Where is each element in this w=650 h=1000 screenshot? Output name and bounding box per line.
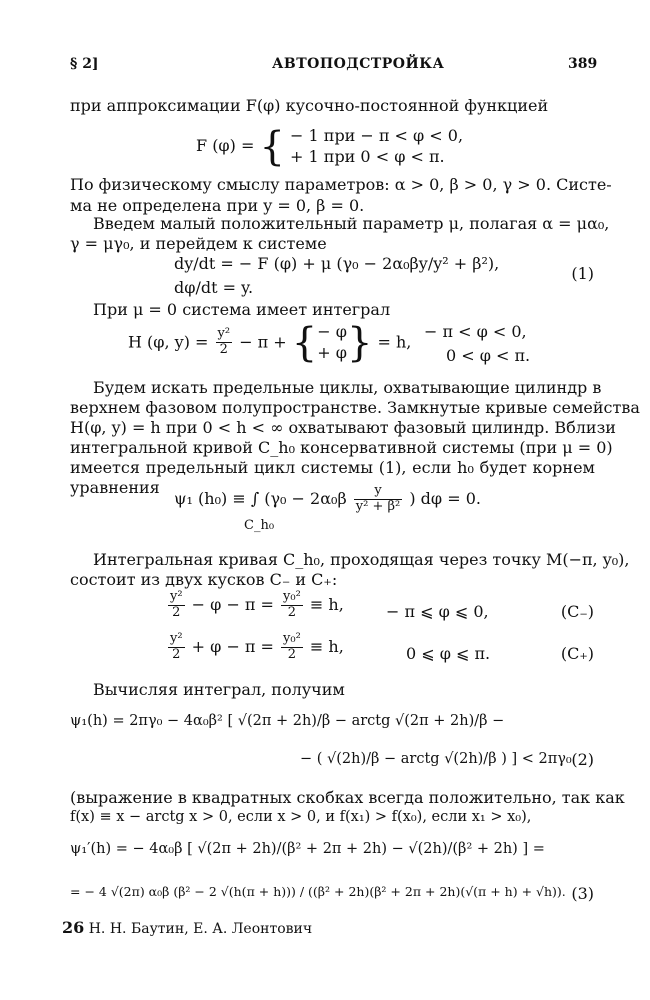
psi-rhs: ) dφ = 0.	[409, 489, 481, 509]
fraction-y-over-y2b2: $\frac{y}{\text{y² + β²}}$	[355, 483, 401, 514]
equation-1-number: (1)	[571, 264, 594, 283]
c-minus-label: (C₋)	[560, 602, 594, 621]
equation-c-plus: $\frac{\text{y²}}{2}$ + φ − π = $\frac{\text{y₀²}}{2}$ ≡ h,	[170, 631, 344, 662]
text-line: H(φ, y) = h при 0 < h < ∞ охватывают фазовый цилиндр. Вблизи	[70, 418, 616, 437]
f-case-1: − 1 при − π < φ < 0,	[290, 126, 464, 145]
left-brace: {	[291, 319, 318, 366]
text-line: При μ = 0 система имеет интеграл	[93, 300, 391, 319]
c-plus-label: (C₊)	[560, 644, 594, 663]
left-brace: {	[259, 123, 285, 170]
h-condition-1: − π < φ < 0,	[424, 322, 527, 341]
f-case-2: + 1 при 0 < φ < π.	[290, 146, 445, 166]
equation-3-line-2: = − 4 √(2π) α₀β (β² − 2 √(h(π + h))) / ((β² + 2h)(β² + 2π + 2h)(√(π + h) + √h)).	[70, 884, 566, 899]
text-line: f(x) ≡ x − arctg x > 0, если x > 0, и f(x₁) > f(x₀), если x₁ > x₀),	[70, 809, 532, 825]
h-condition-2: 0 < φ < π.	[446, 346, 531, 365]
h-cases: − φ + φ	[317, 322, 347, 362]
h-mid: − π +	[239, 332, 287, 352]
equation-psi-integral	[174, 484, 481, 515]
text-line: (выражение в квадратных скобках всегда положительно, так как	[70, 788, 625, 807]
footer-number: 26	[62, 918, 85, 937]
equation-f-phi	[196, 123, 464, 170]
psi-lhs: ψ₁ (h₀) ≡ ∫ (γ₀ − 2α₀β	[174, 489, 347, 509]
text-line: ма не определена при y = 0, β = 0.	[70, 196, 365, 215]
equation-1-line-2: dφ/dt = y.	[174, 278, 254, 297]
equation-3-number: (3)	[571, 884, 594, 903]
footer	[62, 918, 312, 939]
text-line: интегральной кривой C_h₀ консервативной системы (при μ = 0)	[70, 438, 613, 457]
header-title: АВТОПОДСТРОЙКА	[272, 56, 445, 72]
text-line: верхнем фазовом полупространстве. Замкнутые кривые семейства	[70, 398, 640, 417]
equation-3-line-1: ψ₁′(h) = − 4α₀β [ √(2π + 2h)/(β² + 2π + 2h) − √(2h)/(β² + 2h) ] =	[70, 841, 545, 857]
right-brace: }	[346, 319, 373, 366]
header-page-number: 389	[568, 56, 598, 72]
header-section: § 2]	[70, 56, 99, 72]
equation-c-minus: $\frac{\text{y²}}{2}$ − φ − π = $\frac{\text{y₀²}}{2}$ ≡ h,	[170, 589, 344, 620]
text-line: состоит из двух кусков C₋ и C₊:	[70, 570, 338, 589]
equation-1-line-1: dy/dt = − F (φ) + μ (γ₀ − 2α₀βy/y² + β²),	[174, 254, 500, 273]
h-rhs: = h,	[377, 332, 412, 352]
text-line: Интегральная кривая C_h₀, проходящая через точку M(−π, y₀),	[93, 550, 630, 569]
fraction-y2-over-2: $\frac{\text{y²}}{2}$	[217, 326, 231, 358]
equation-h	[128, 319, 412, 366]
text-line: при аппроксимации F(φ) кусочно-постоянной функцией	[70, 96, 549, 115]
text-line: уравнения	[70, 478, 160, 497]
text-line: Введем малый положительный параметр μ, полагая α = μα₀,	[93, 214, 610, 233]
footer-authors: Н. Н. Баутин, Е. А. Леонтович	[88, 921, 313, 937]
integral-subscript: C_h₀	[244, 518, 275, 533]
c-plus-condition: 0 ⩽ φ ⩽ π.	[406, 644, 491, 663]
f-cases	[290, 126, 463, 168]
c-minus-condition: − π ⩽ φ ⩽ 0,	[386, 602, 489, 621]
equation-2-number: (2)	[571, 750, 594, 769]
h-lhs: H (φ, y) =	[128, 332, 209, 352]
f-lhs: F (φ) =	[196, 136, 255, 156]
text-line: Будем искать предельные циклы, охватывающие цилиндр в	[93, 378, 602, 397]
text-line: Вычисляя интеграл, получим	[93, 680, 345, 699]
text-line: По физическому смыслу параметров: α > 0, β > 0, γ > 0. Систе-	[70, 175, 612, 194]
equation-2-line-1: ψ₁(h) = 2πγ₀ − 4α₀β² [ √(2π + 2h)/β − arctg √(2π + 2h)/β −	[70, 713, 505, 729]
text-line: γ = μγ₀, и перейдем к системе	[70, 234, 327, 253]
equation-2-line-2: − ( √(2h)/β − arctg √(2h)/β ) ] < 2πγ₀	[300, 751, 572, 767]
text-line: имеется предельный цикл системы (1), если h₀ будет корнем	[70, 458, 595, 477]
